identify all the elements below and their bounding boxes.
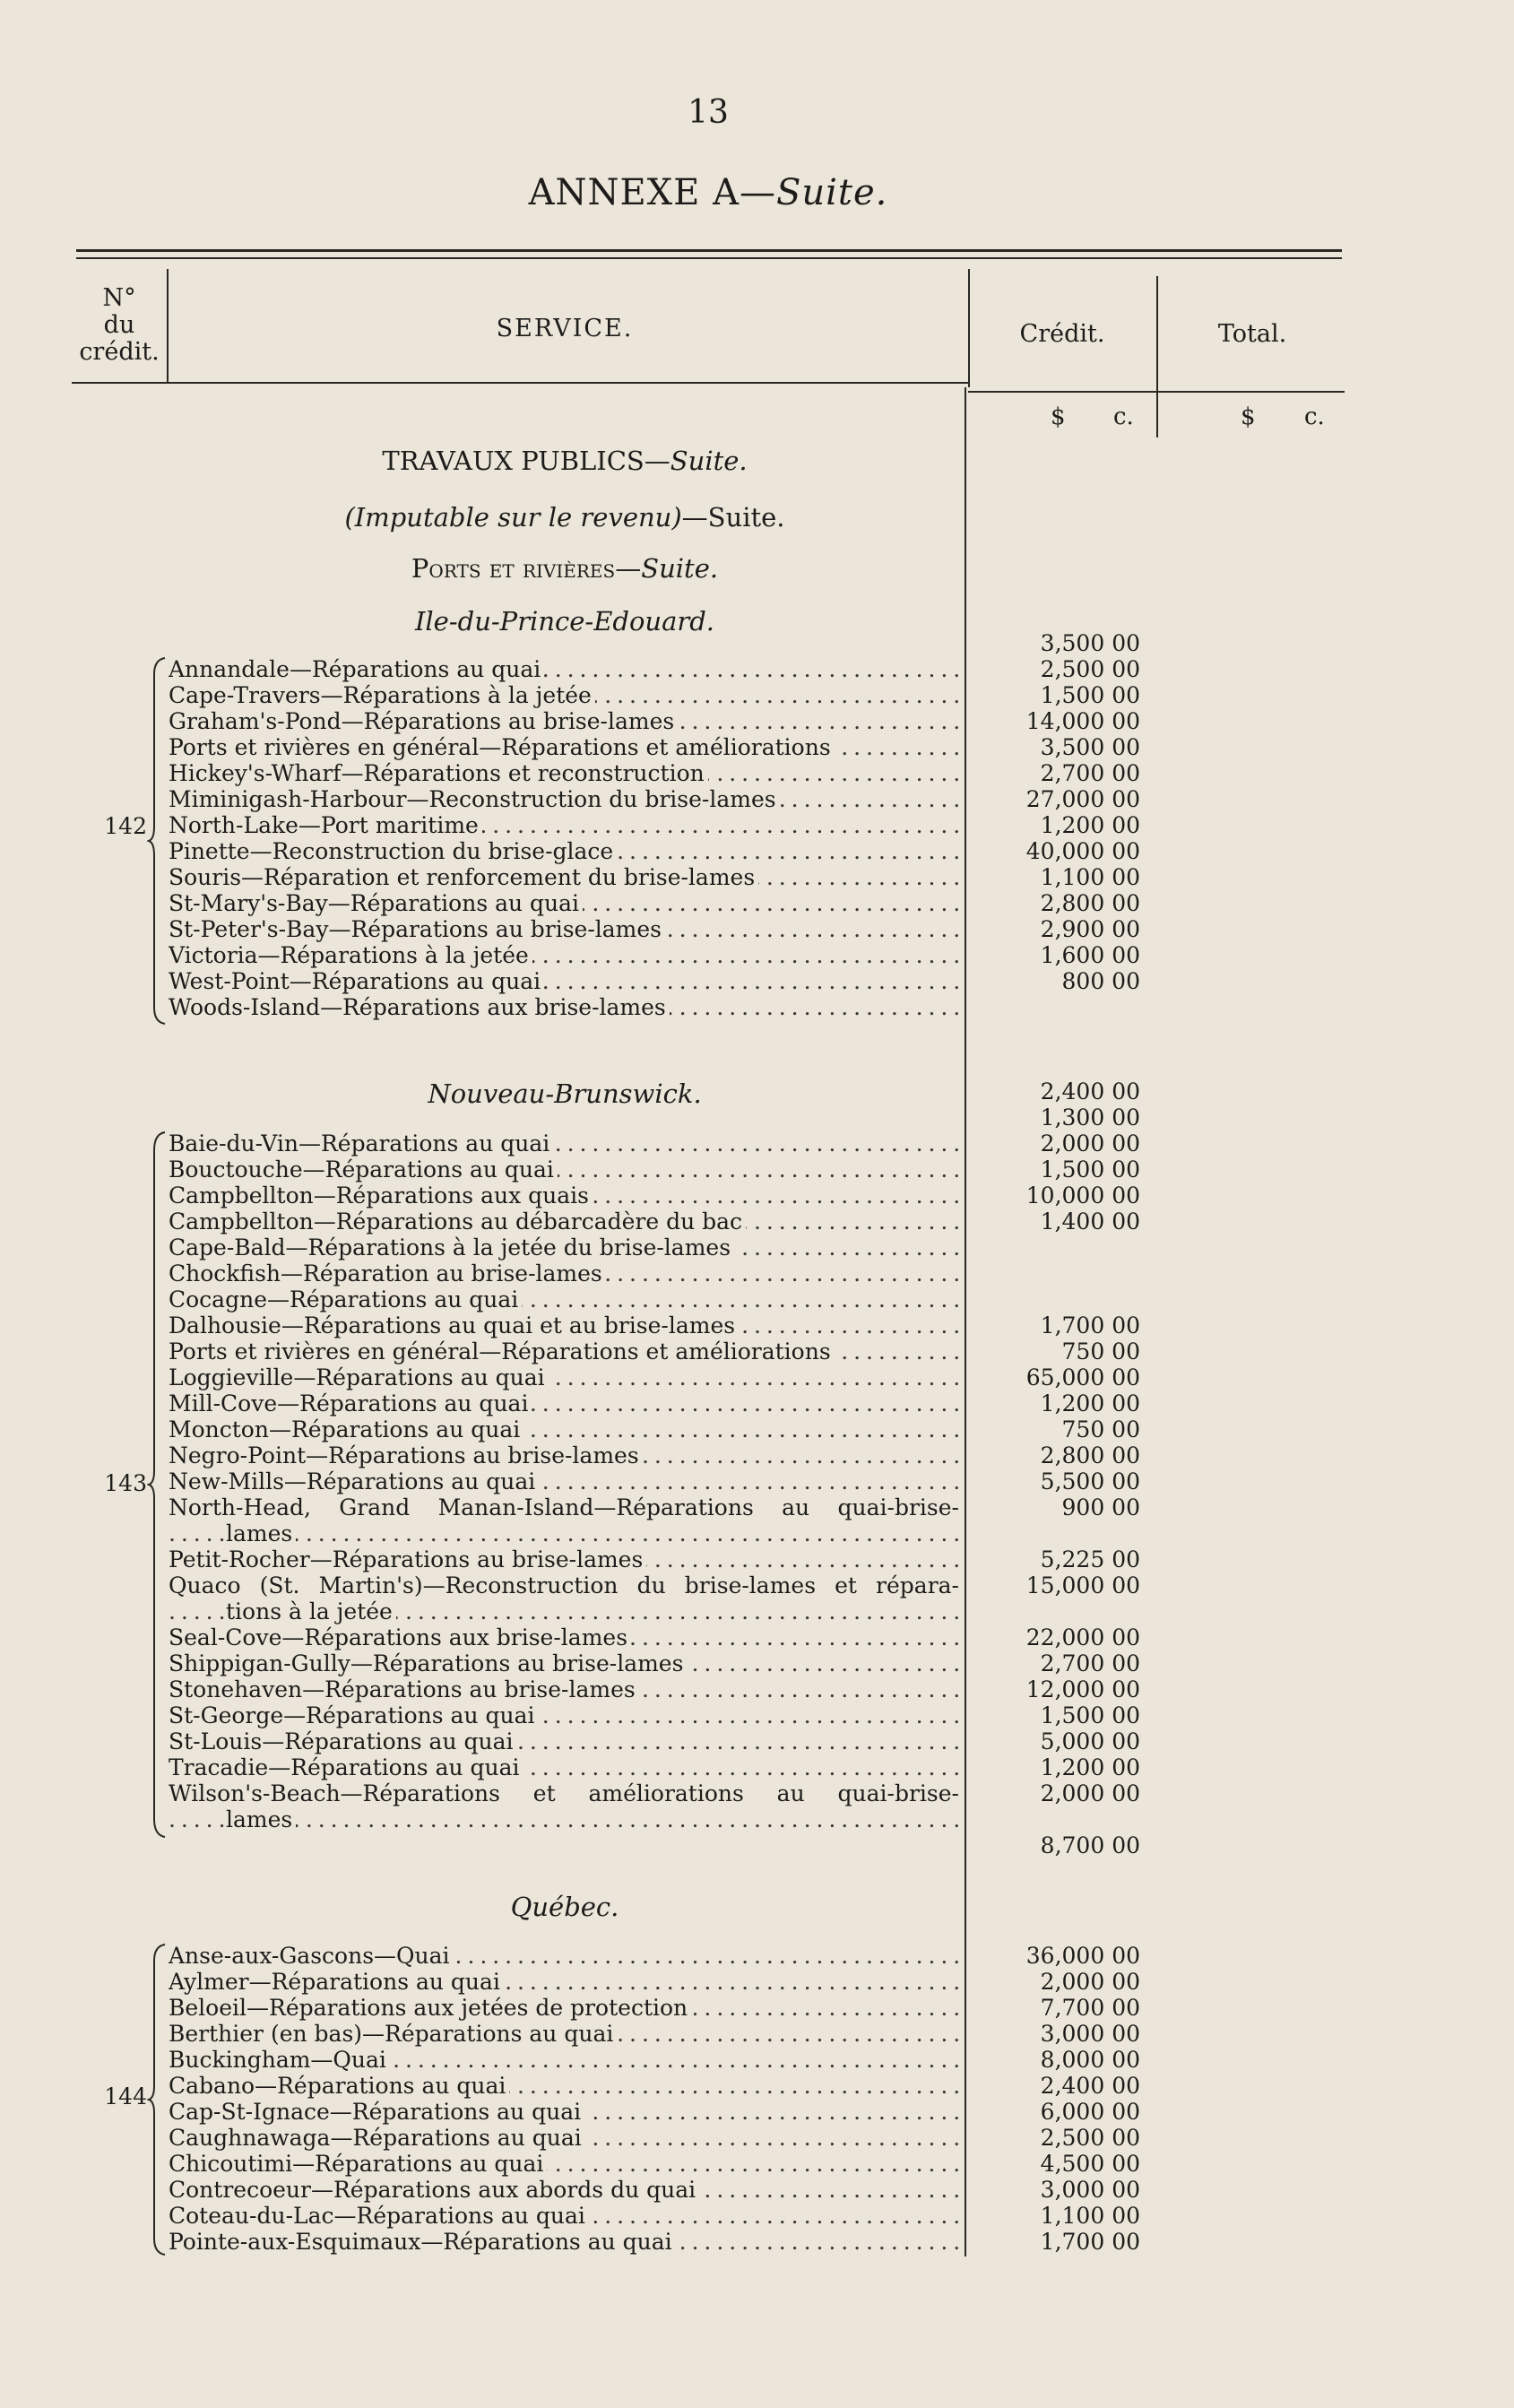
credit-amount: 5,500 00: [1040, 1468, 1140, 1494]
service-line-item: [169, 1338, 959, 1364]
credit-amount: 5,000 00: [1040, 1728, 1140, 1754]
credit-cents-unit: c.: [1113, 403, 1134, 430]
service-line-item: [169, 994, 959, 1020]
service-line-text: Souris—Réparation et renforcement du brise-lames: [169, 864, 758, 890]
credit-amount: 1,700 00: [1040, 1312, 1140, 1338]
page-title: [0, 172, 1416, 213]
credit-amount: 36,000 00: [1025, 1943, 1140, 1969]
service-line-text: Mill-Cove—Réparations au quai: [169, 1390, 532, 1416]
credit-amount: 1,300 00: [1040, 1104, 1140, 1130]
service-line-text: Chockfish—Réparation au brise-lames: [169, 1260, 606, 1286]
credit-amount: 3,500 00: [1040, 734, 1140, 760]
service-line-item: [169, 2125, 959, 2151]
service-line-text: North-Lake—Port maritime: [169, 812, 482, 838]
header-bottom-rule: [72, 382, 968, 384]
credit-amount: 2,800 00: [1040, 890, 1140, 916]
province-name: Québec.: [510, 1892, 619, 1922]
province-name: Nouveau-Brunswick.: [428, 1078, 702, 1109]
service-line-text: lames: [226, 1520, 296, 1546]
service-line-text: Miminigash-Harbour—Reconstruction du brise-lames: [169, 786, 780, 812]
service-line-text: Loggieville—Réparations au quai: [169, 1364, 549, 1390]
credit-amount: 3,000 00: [1040, 2177, 1140, 2203]
service-line-item: [169, 760, 959, 786]
section-lines: [169, 1943, 959, 2255]
service-line-text: Annandale—Réparations au quai: [169, 656, 544, 682]
service-line-item: [169, 1390, 959, 1416]
credit-amount: [968, 1520, 1140, 1546]
service-line-item: [169, 838, 959, 864]
service-line-text: New-Mills—Réparations au quai: [169, 1468, 539, 1494]
credit-amount: 2,800 00: [1040, 1442, 1140, 1468]
service-line-item: [169, 786, 959, 812]
service-line-text: Stonehaven—Réparations au brise-lames: [169, 1676, 639, 1702]
service-line-text: Tracadie—Réparations au quai: [169, 1754, 523, 1780]
service-line-item: [169, 1234, 959, 1260]
service-line-item: [169, 1442, 959, 1468]
credit-amount: 1,500 00: [1040, 1702, 1140, 1728]
service-line-item: [169, 1260, 959, 1286]
header-service: SERVICE.: [496, 315, 634, 342]
total-cents-unit: c.: [1304, 403, 1325, 430]
credit-amount: 8,000 00: [1040, 2047, 1140, 2073]
credit-amount: 5,225 00: [1040, 1546, 1140, 1572]
service-line-text: Beloeil—Réparations aux jetées de protection: [169, 1995, 691, 2021]
service-line-text: Negro-Point—Réparations au brise-lames: [169, 1442, 643, 1468]
credit-dollar-unit: $: [1051, 403, 1066, 430]
credit-amount: [968, 1598, 1140, 1624]
service-line-item: [169, 864, 959, 890]
title-main: ANNEXE A—: [528, 172, 776, 213]
credit-amount: 2,500 00: [1040, 656, 1140, 682]
top-rule-thin: [76, 257, 1342, 259]
service-line-text: Ports et rivières en général—Réparations et améliorations: [169, 1338, 835, 1364]
credit-amount: 2,000 00: [1040, 1780, 1140, 1806]
service-line-item: [169, 2047, 959, 2073]
service-line-item: [169, 1416, 959, 1442]
credit-number-143: 143: [104, 1470, 147, 1496]
credit-amount: 1,100 00: [1040, 2203, 1140, 2229]
service-line-text: Shippigan-Gully—Réparations au brise-lames: [169, 1650, 687, 1676]
service-line-text: Woods-Island—Réparations aux brise-lames: [169, 994, 670, 1020]
service-line-text: Chicoutimi—Réparations au quai: [169, 2151, 547, 2177]
credit-amount: 750 00: [1061, 1338, 1140, 1364]
service-line-item: [169, 734, 959, 760]
section-lines: [169, 656, 959, 1020]
service-line-text: lames: [226, 1806, 296, 1832]
credit-amount: 4,500 00: [1040, 2151, 1140, 2177]
province-heading-nb: [170, 1078, 959, 1109]
service-line-item: [169, 812, 959, 838]
credit-amount: 14,000 00: [1025, 708, 1140, 734]
service-line-text: Anse-aux-Gascons—Quai: [169, 1943, 454, 1969]
credit-amount: 3,000 00: [1040, 2021, 1140, 2047]
service-line-text: Cape-Travers—Réparations à la jetée: [169, 682, 595, 708]
credit-amount: 8,700 00: [1040, 1832, 1140, 1858]
column-divider-credit: [1156, 276, 1158, 437]
revenue-heading: [170, 502, 959, 533]
service-line-item: [169, 1364, 959, 1390]
service-line-item: [169, 1312, 959, 1338]
service-line-item: [169, 1130, 959, 1156]
ports-label: Ports et rivières—: [411, 553, 642, 584]
credit-amount: 2,900 00: [1040, 916, 1140, 942]
service-line-text: Buckingham—Quai: [169, 2047, 390, 2073]
credit-amount: 10,000 00: [1025, 1182, 1140, 1208]
credit-amount: 750 00: [1061, 1416, 1140, 1442]
service-line-item: [169, 682, 959, 708]
credit-amount: 2,700 00: [1040, 1650, 1140, 1676]
service-line-text: Graham's-Pond—Réparations au brise-lames: [169, 708, 678, 734]
department-heading: [170, 446, 959, 476]
service-line-item: [169, 2021, 959, 2047]
credit-amount: 7,700 00: [1040, 1995, 1140, 2021]
service-line-text: Wilson's-Beach—Réparations et améliorations au quai-brise-: [169, 1780, 959, 1806]
credit-amount: 1,700 00: [1040, 2229, 1140, 2255]
credit-amount: 1,200 00: [1040, 812, 1140, 838]
service-line-item: [169, 1969, 959, 1995]
service-line-text: Cabano—Réparations au quai: [169, 2073, 509, 2099]
service-line-text: Contrecoeur—Réparations aux abords du quai: [169, 2177, 699, 2203]
service-line-text: Pointe-aux-Esquimaux—Réparations au quai: [169, 2229, 676, 2255]
credit-amount: 2,000 00: [1040, 1969, 1140, 1995]
service-line-item: [169, 1650, 959, 1676]
service-line-text: Baie-du-Vin—Réparations au quai: [169, 1130, 553, 1156]
service-line-text: Victoria—Réparations à la jetée: [169, 942, 532, 968]
service-line-item: [169, 1520, 959, 1546]
service-line-text: St-Peter's-Bay—Réparations au brise-lames: [169, 916, 665, 942]
section-brace: [147, 1943, 167, 2256]
service-line-text: Pinette—Reconstruction du brise-glace: [169, 838, 617, 864]
service-line-item: [169, 1995, 959, 2021]
department-name: TRAVAUX PUBLICS—: [382, 446, 670, 476]
section-lines: [169, 1130, 959, 1832]
service-line-text: Coteau-du-Lac—Réparations au quai: [169, 2203, 589, 2229]
credit-amount: 2,500 00: [1040, 2125, 1140, 2151]
service-line-item: [169, 1754, 959, 1780]
section-amounts: [968, 1078, 1140, 1858]
service-line-item: [169, 2099, 959, 2125]
service-line-text: Ports et rivières en général—Réparations et améliorations: [169, 734, 835, 760]
department-suffix: Suite.: [670, 446, 748, 476]
service-line-text: North-Head, Grand Manan-Island—Réparations au quai-brise-: [169, 1494, 959, 1520]
credit-amount: 1,200 00: [1040, 1754, 1140, 1780]
service-line-text: St-Louis—Réparations au quai: [169, 1728, 517, 1754]
credit-number-144: 144: [104, 2083, 147, 2109]
header-credit-number: [70, 285, 169, 366]
service-line-text: Bouctouche—Réparations au quai: [169, 1156, 558, 1182]
service-line-item: [169, 1806, 959, 1832]
service-line-item: [169, 2073, 959, 2099]
credit-amount: [968, 1806, 1140, 1832]
service-line-text: Cape-Bald—Réparations à la jetée du brise-lames: [169, 1234, 734, 1260]
service-line-item: [169, 656, 959, 682]
section-brace: [147, 656, 167, 1026]
credit-amount: 1,500 00: [1040, 682, 1140, 708]
service-line-text: West-Point—Réparations au quai: [169, 968, 544, 994]
service-line-item: [169, 2203, 959, 2229]
service-line-text: Caughnawaga—Réparations au quai: [169, 2125, 585, 2151]
credit-amount: 1,500 00: [1040, 1156, 1140, 1182]
service-line-item: [169, 1728, 959, 1754]
total-dollar-unit: $: [1241, 403, 1256, 430]
header-credit: Crédit.: [1019, 320, 1105, 348]
service-line-item: [169, 890, 959, 916]
service-line-text: Aylmer—Réparations au quai: [169, 1969, 504, 1995]
service-line-item: [169, 1494, 959, 1520]
section-amounts: [968, 1943, 1140, 2255]
service-line-item: [169, 1156, 959, 1182]
header-credit-number-line3: crédit.: [79, 338, 160, 366]
credit-amount: 1,200 00: [1040, 1390, 1140, 1416]
ports-suffix: Suite.: [641, 553, 719, 584]
credit-amount: 1,100 00: [1040, 864, 1140, 890]
province-heading-pei: [170, 606, 959, 637]
service-line-text: St-George—Réparations au quai: [169, 1702, 539, 1728]
top-rule-thick: [76, 249, 1342, 252]
service-line-text: Cocagne—Réparations au quai: [169, 1286, 522, 1312]
revenue-label: (Imputable sur le revenu): [344, 502, 682, 533]
service-line-item: [169, 1286, 959, 1312]
service-line-text: Campbellton—Réparations aux quais: [169, 1182, 593, 1208]
credit-amount: 65,000 00: [1025, 1364, 1140, 1390]
service-line-item: [169, 1624, 959, 1650]
ports-heading: [170, 553, 959, 584]
credit-amount: 1,600 00: [1040, 942, 1140, 968]
credit-amount: 12,000 00: [1025, 1676, 1140, 1702]
service-line-item: [169, 916, 959, 942]
service-line-item: [169, 1468, 959, 1494]
service-line-text: Moncton—Réparations au quai: [169, 1416, 523, 1442]
credit-amount: [968, 1234, 1140, 1260]
credit-amount: 800 00: [1061, 968, 1140, 994]
service-line-text: Cap-St-Ignace—Réparations au quai: [169, 2099, 584, 2125]
service-line-item: [169, 1676, 959, 1702]
province-name: Ile-du-Prince-Edouard.: [414, 606, 715, 637]
credit-amount: 40,000 00: [1025, 838, 1140, 864]
service-line-item: [169, 708, 959, 734]
service-line-item: [169, 1943, 959, 1969]
service-line-item: [169, 1546, 959, 1572]
header-credit-number-line2: du: [103, 311, 135, 339]
credit-amount: 2,400 00: [1040, 2073, 1140, 2099]
service-line-item: [169, 1702, 959, 1728]
credit-amount: 15,000 00: [1025, 1572, 1140, 1598]
service-line-text: St-Mary's-Bay—Réparations au quai: [169, 890, 583, 916]
service-line-item: [169, 2151, 959, 2177]
service-line-item: [169, 1182, 959, 1208]
credit-amount: 6,000 00: [1040, 2099, 1140, 2125]
service-line-text: Berthier (en bas)—Réparations au quai: [169, 2021, 617, 2047]
column-divider-number: [167, 269, 169, 384]
credit-amount: 2,700 00: [1040, 760, 1140, 786]
service-line-text: tions à la jetée: [226, 1598, 396, 1624]
service-line-text: Hickey's-Wharf—Réparations et reconstruction: [169, 760, 708, 786]
credit-amount: 27,000 00: [1025, 786, 1140, 812]
service-line-item: [169, 1208, 959, 1234]
service-line-item: [169, 968, 959, 994]
service-line-item: [169, 2229, 959, 2255]
page-number: 13: [688, 94, 729, 131]
header-credit-number-line1: N°: [102, 284, 136, 312]
credit-amount: [968, 1260, 1140, 1286]
service-line-text: Petit-Rocher—Réparations au brise-lames: [169, 1546, 646, 1572]
service-line-text: Campbellton—Réparations au débarcadère du bac: [169, 1208, 746, 1234]
credit-amount: 22,000 00: [1025, 1624, 1140, 1650]
credit-number-142: 142: [104, 813, 147, 839]
section-brace: [147, 1130, 167, 1839]
service-line-item: [169, 1598, 959, 1624]
service-line-item: [169, 1572, 959, 1598]
title-suffix: Suite.: [775, 172, 888, 213]
service-line-text: Quaco (St. Martin's)—Reconstruction du brise-lames et répara-: [169, 1572, 959, 1598]
service-line-text: Dalhousie—Réparations au quai et au brise-lames: [169, 1312, 739, 1338]
province-heading-quebec: [170, 1892, 959, 1922]
service-line-item: [169, 942, 959, 968]
section-amounts: [968, 630, 1140, 994]
service-line-item: [169, 2177, 959, 2203]
service-line-item: [169, 1780, 959, 1806]
credit-amount: [968, 1286, 1140, 1312]
credit-amount: 1,400 00: [1040, 1208, 1140, 1234]
credit-amount: 2,000 00: [1040, 1130, 1140, 1156]
column-divider-service-header: [968, 269, 970, 387]
credit-amount: 900 00: [1061, 1494, 1140, 1520]
revenue-suffix: —Suite.: [681, 502, 785, 533]
header-total: Total.: [1217, 320, 1287, 348]
credit-amount: 3,500 00: [1040, 630, 1140, 656]
service-line-text: Seal-Cove—Réparations aux brise-lames: [169, 1624, 631, 1650]
credit-amount: 2,400 00: [1040, 1078, 1140, 1104]
column-divider-service: [965, 387, 966, 2256]
